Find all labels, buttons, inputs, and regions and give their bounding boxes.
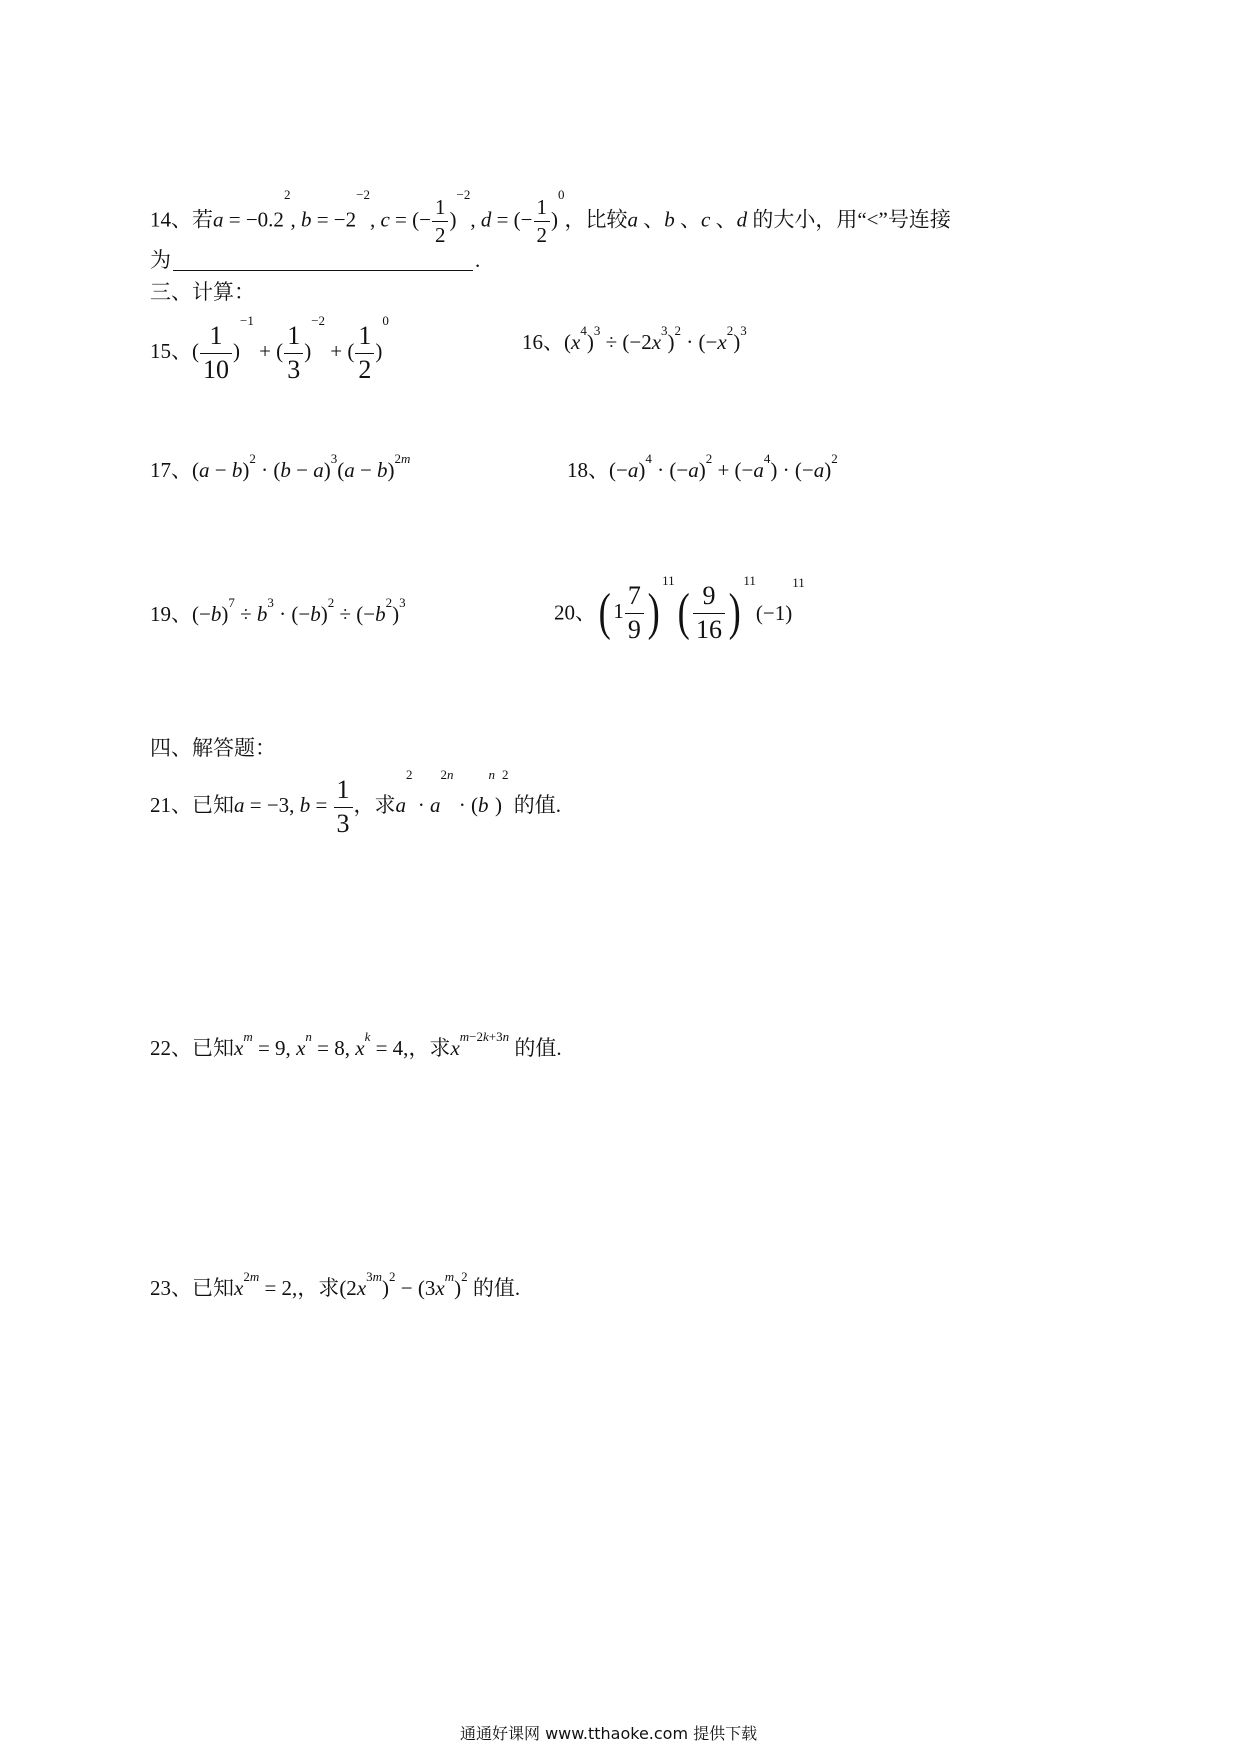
question-15: 15、( $\frac{1}{10}$ )$^{-1}$ + ( $\frac{1}{3}$ )$^{-2}$ + ( $\frac{1}{2}$ )$^0$: [150, 313, 389, 384]
question-22: 22、已知$x^m = 9$, $x^n = 8$, $x^k = 4$,，求$x^{m-2k+3n}$ 的值.: [150, 1029, 562, 1060]
fraction: $\frac{9}{16}$: [693, 582, 725, 644]
fraction: $\frac{7}{9}$: [625, 582, 644, 644]
question-23: 23、已知$x^{2m} = 2$,，求$(2x^{3m})^2 - (3x^m)^2$ 的值.: [150, 1269, 521, 1300]
q18-label: 18、: [567, 458, 609, 482]
question-20: 20、( 1 $\frac{7}{9}$ )$^{11}$( $\frac{9}{16}$ )$^{11}(-1)^{11}$: [554, 573, 805, 644]
q23-label: 23、已知: [150, 1276, 234, 1300]
question-18: 18、$(-a)^4 \cdot (-a)^2 + (-a^4) \cdot (-a)^2$: [567, 451, 838, 482]
section-3-title: 三、计算：: [150, 280, 255, 304]
q15-label: 15、: [150, 338, 192, 363]
q21-tail: 的值.: [513, 792, 562, 817]
q22-label: 22、已知: [150, 1036, 234, 1060]
section-4-title: 四、解答题：: [150, 736, 276, 760]
question-17: 17、$(a - b)^2 \cdot (b - a)^3(a - b)^{2m}$: [150, 451, 411, 482]
question-16: 16、$(x^4)^3 \div (-2x^3)^2 \cdot (-x^2)^3$: [522, 323, 747, 354]
question-14-line2: [150, 250, 480, 271]
fraction: $\frac{1}{2}$: [534, 196, 551, 247]
fraction: $\frac{1}{2}$: [432, 196, 449, 247]
q20-label: 20、: [554, 600, 596, 625]
q23-tail: 的值.: [472, 1276, 521, 1300]
q21-label: 21、已知: [150, 792, 234, 817]
footer: 通通好课网 www.tthaoke.com 提供下载: [460, 1724, 758, 1743]
q21-ask: ，求: [353, 792, 396, 817]
q17-label: 17、: [150, 458, 192, 482]
q14-label: 14、若: [150, 207, 213, 232]
q23-ask: ，求: [297, 1276, 340, 1300]
q14-end: .: [475, 248, 481, 272]
q14-compare-text: ，比较: [564, 207, 628, 232]
question-14: 14、若$a = -0.2^2$, $b = -2^{-2}$, c = (− $\frac{1}{2}$ )$^{-2}$, d = (− $\frac{1}{2}$ )$^0$，比较a 、b 、c 、d 的大小，用“<”号连接: [150, 187, 951, 248]
q14-mid-text: 的大小，用“<”号连接: [752, 207, 951, 232]
fraction: $\frac{1}{10}$: [200, 322, 232, 384]
fraction: $\frac{1}{3}$: [284, 322, 303, 384]
answer-blank[interactable]: [173, 250, 473, 271]
question-19: 19、$(-b)^7 \div b^3 \cdot (-b)^2 \div (-b^2)^3$: [150, 595, 406, 626]
q22-tail: 的值.: [514, 1036, 562, 1060]
q14-line2-text: 为: [150, 248, 171, 272]
q19-label: 19、: [150, 602, 192, 626]
fraction: $\frac{1}{2}$: [355, 322, 374, 384]
question-21: 21、已知a = −3, b = $\frac{1}{3}$ ，求$a^2 \cdot a^{2n} \cdot (b^n)^2$ 的值.: [150, 767, 562, 838]
fraction: $\frac{1}{3}$: [334, 776, 353, 838]
q16-label: 16、: [522, 330, 564, 354]
q22-ask: ，求: [408, 1036, 451, 1060]
